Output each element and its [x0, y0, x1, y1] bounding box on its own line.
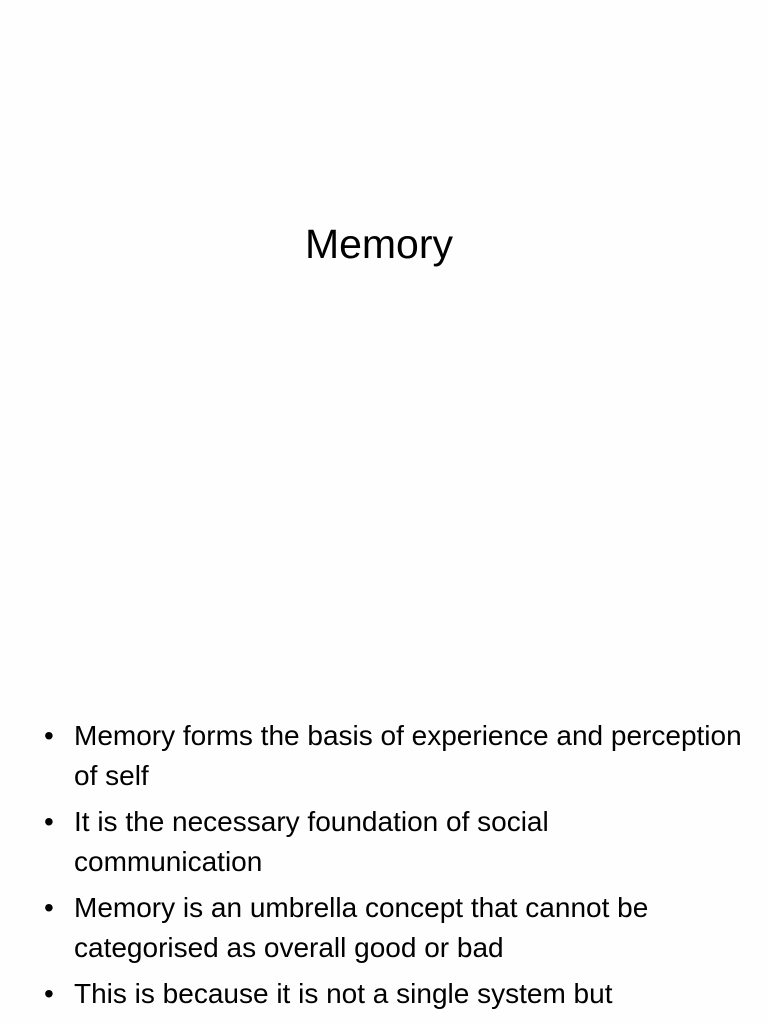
- bullet-item: [44, 716, 744, 796]
- bullet-list: [44, 716, 744, 1020]
- bullet-text: Memory forms the basis of experience and perception of self: [74, 720, 742, 791]
- slide-title: Memory: [304, 221, 454, 267]
- bullet-icon: •: [44, 720, 54, 751]
- bullet-item: [44, 802, 744, 882]
- bullet-text: This is because it is not a single system but: [74, 978, 613, 1009]
- bullet-item: [44, 888, 744, 968]
- bullet-text: It is the necessary foundation of social communication: [74, 806, 549, 877]
- bullet-item: [44, 974, 744, 1014]
- bullet-text: Memory is an umbrella concept that cannot be categorised as overall good or bad: [74, 892, 649, 963]
- bullet-icon: •: [44, 978, 54, 1009]
- bullet-icon: •: [44, 892, 54, 923]
- bullet-icon: •: [44, 806, 54, 837]
